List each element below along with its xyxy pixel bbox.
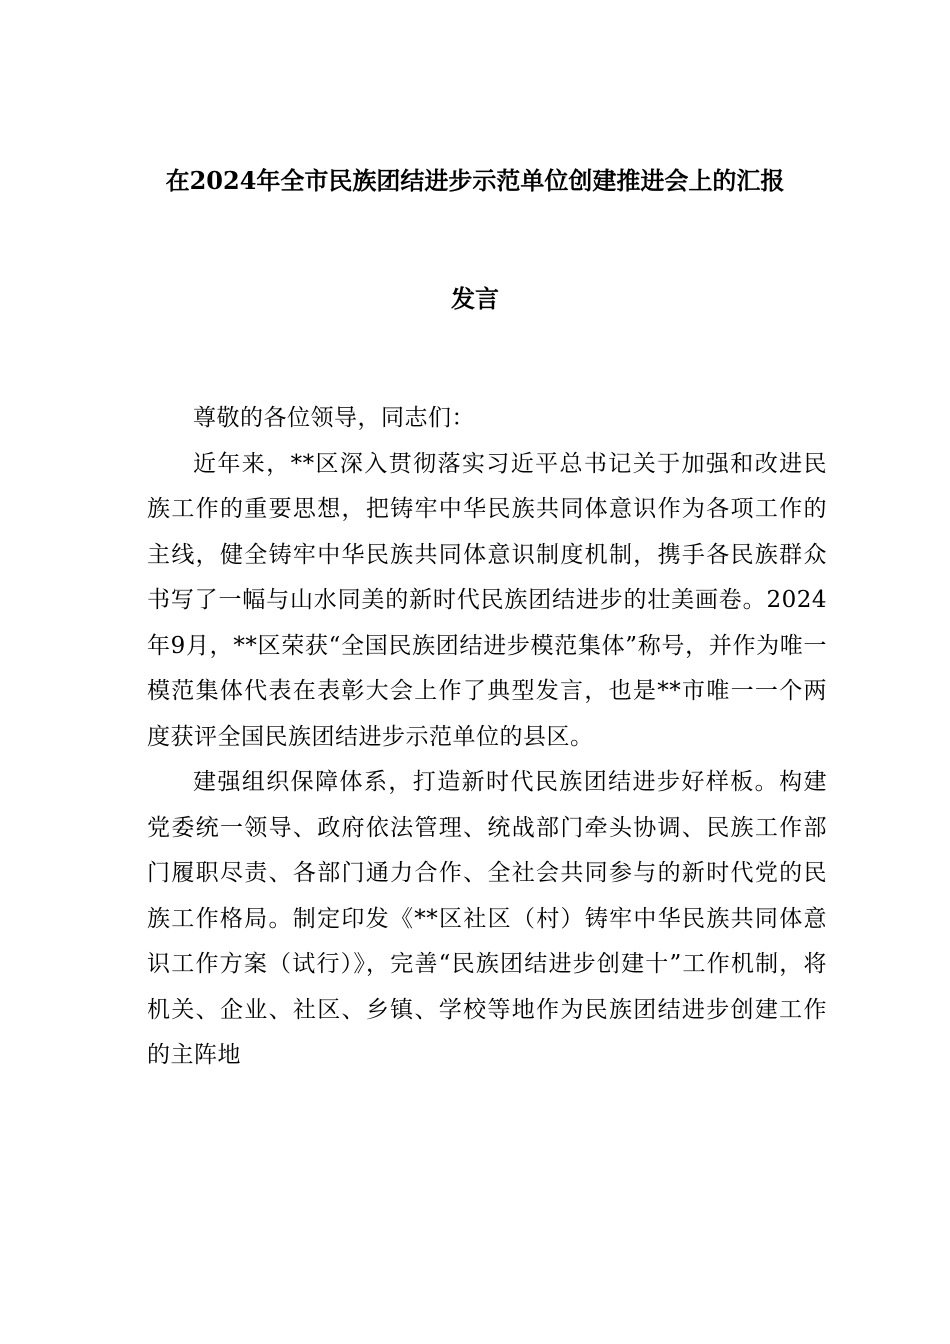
document-title-continued: 发言 bbox=[451, 284, 499, 313]
document-title: 在2024年全市民族团结进步示范单位创建推进会上的汇报 bbox=[165, 166, 785, 195]
salutation-paragraph: 尊敬的各位领导，同志们： bbox=[193, 405, 475, 431]
organization-paragraph: 建强组织保障体系，打造新时代民族团结进步好样板。构建党委统一领导、政府依法管理、统战部门牵头协调、民族工作部门履职尽责、各部门通力合作、全社会共同参与的新时代党的民族工作格局。制定印发《**区社区（村）铸牢中华民族共同体意识工作方案（试行）》，完善“民族团结进步创建十”工作机制，将机关、企业、社区、乡镇、学校等地作为民族团结进步创建工作的主阵地 bbox=[147, 769, 827, 1068]
intro-paragraph: 近年来，**区深入贯彻落实习近平总书记关于加强和改进民族工作的重要思想，把铸牢中华民族共同体意识作为各项工作的主线，健全铸牢中华民族共同体意识制度机制，携手各民族群众书写了一幅与山水同美的新时代民族团结进步的壮美画卷。2024年9月，**区荣获“全国民族团结进步模范集体”称号，并作为唯一模范集体代表在表彰大会上作了典型发言，也是**市唯一一个两度获评全国民族团结进步示范单位的县区。 bbox=[147, 450, 827, 750]
document-body bbox=[147, 396, 827, 1079]
